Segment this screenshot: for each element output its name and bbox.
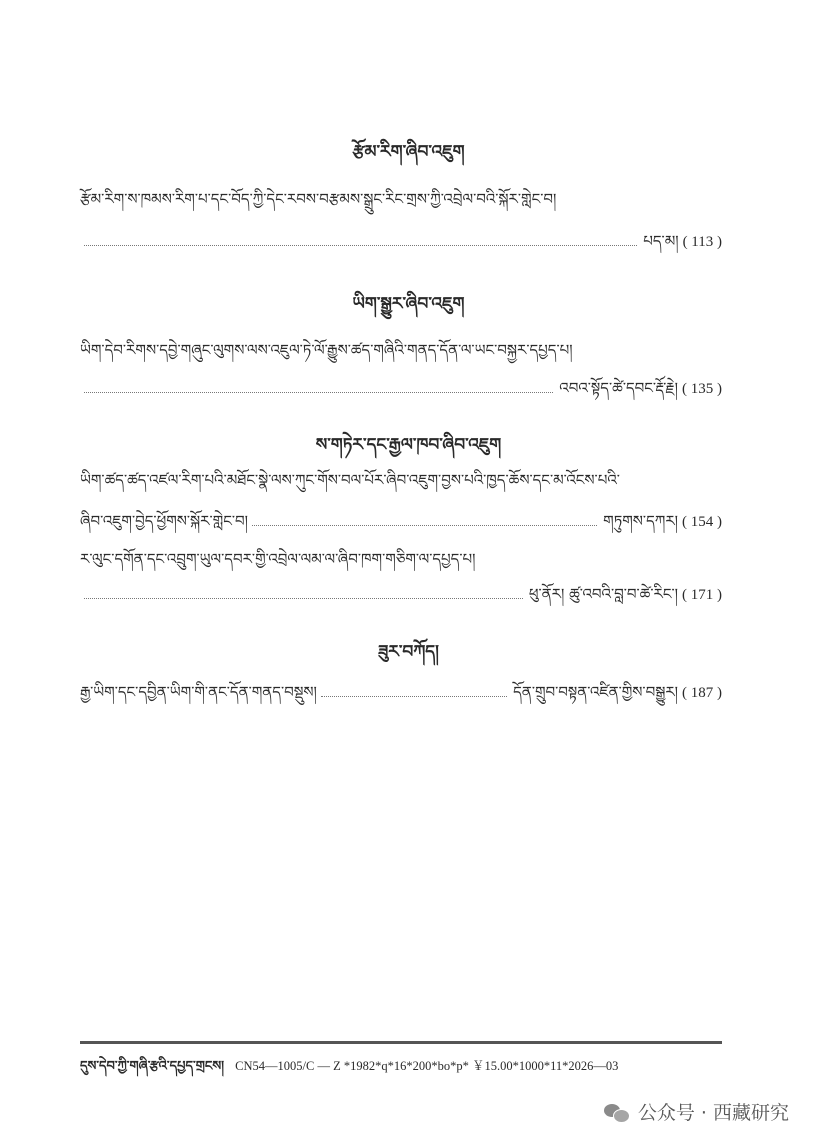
leader-dots: [321, 695, 507, 697]
toc-entry-text: ཡིག་དེབ་རིགས་དབྱེ་གཞུང་ལུགས་ལས་འཇུལ་ཏེ་ལོ་རྒྱུས་ཚད་གཞིའི་གནད་དོན་ལ་ཡང་བསྐྱར་དཔྱད་པ།: [80, 341, 573, 359]
toc-entry-text: ཡིག་ཚད་ཚད་འཛལ་རིག་པའི་མཐོང་སྣེ་ལས་ཀུང་གོས་བལ་པོར་ཞིབ་འཇུག་བྱས་པའི་ཁྱད་ཆོས་དང་མ་འོངས་པའི་: [80, 471, 620, 489]
toc-page-number: ( 135 ): [682, 381, 722, 397]
watermark-text: 公众号 · 西藏研究: [637, 1102, 789, 1124]
leader-dots: [252, 524, 597, 526]
watermark: [604, 1098, 789, 1125]
toc-author: འབའ་སྟོད་ཚེ་དབང་རྡོ་རྗེ།: [559, 379, 678, 397]
footer-code: CN54—1005/C — Z *1982*q*16*200*bo*p* ￥15.00*1000*11*2026—03: [235, 1059, 619, 1073]
footer-rule: [80, 1041, 722, 1044]
toc-page-number: ( 171 ): [682, 587, 722, 603]
toc-author: གཏུགས་དཀར།: [603, 512, 678, 530]
toc-author: ཕུ་ནོར། ཚུ་འབའི་བླ་བ་ཚེ་རིང་།: [528, 585, 678, 603]
wechat-icon: [604, 1102, 630, 1122]
section-title: ཡིག་སྒྱུར་ཞིབ་འཇུག: [352, 294, 465, 314]
toc-page-number: ( 113 ): [682, 234, 722, 250]
toc-author: པད་མ།: [643, 232, 679, 250]
toc-entry-row[interactable]: [80, 505, 722, 547]
toc-entry-text: ཞིབ་འཇུག་བྱེད་ཕྱོགས་སྐོར་གླེང་བ།: [80, 512, 248, 530]
leader-dots: [84, 244, 637, 246]
section-title: ས་གཏེར་དང་རྒྱལ་ཁབ་ཞིབ་འཇུག: [315, 435, 502, 455]
publication-info: [80, 1051, 618, 1088]
toc-entry-text: རྩོམ་རིག་ས་ཁམས་རིག་པ་དང་བོད་ཀྱི་དེང་རབས་བརྩམས་སྒྲུང་རིང་གྲས་ཀྱི་འབྲེལ་བའི་སྐོར་གླེང་བ།: [80, 190, 557, 208]
toc-page-number: ( 154 ): [682, 514, 722, 530]
footer-tibetan-label: དུས་དེབ་ཀྱི་གཞི་རྩའི་དཔྱད་གྲངས།: [80, 1059, 225, 1074]
toc-entry-row[interactable]: [80, 676, 722, 718]
toc-entry-text: ར་ལུང་དགོན་དང་འབྲུག་ཡུལ་དབར་གྱི་འབྲེལ་ལམ་ལ་ཞིབ་ཁག་གཅིག་ལ་དཔྱད་པ།: [80, 550, 476, 568]
leader-dots: [84, 391, 553, 393]
toc-page-number: ( 187 ): [682, 685, 722, 701]
leader-dots: [84, 597, 523, 599]
toc-entry-row[interactable]: [80, 372, 722, 414]
toc-entry-row[interactable]: [80, 578, 722, 620]
toc-author: དོན་གྲུབ་བསྟན་འཛིན་གྱིས་བསྒྱུར།: [513, 683, 678, 701]
section-title: ཟུར་བཀོད།: [378, 642, 439, 662]
section-title: རྩོམ་རིག་ཞིབ་འཇུག: [352, 142, 465, 162]
toc-entry-row[interactable]: [80, 225, 722, 267]
toc-entry-text: རྒྱ་ཡིག་དང་དབྱིན་ཡིག་གི་ནང་དོན་གནད་བསྡུས།: [80, 683, 317, 701]
